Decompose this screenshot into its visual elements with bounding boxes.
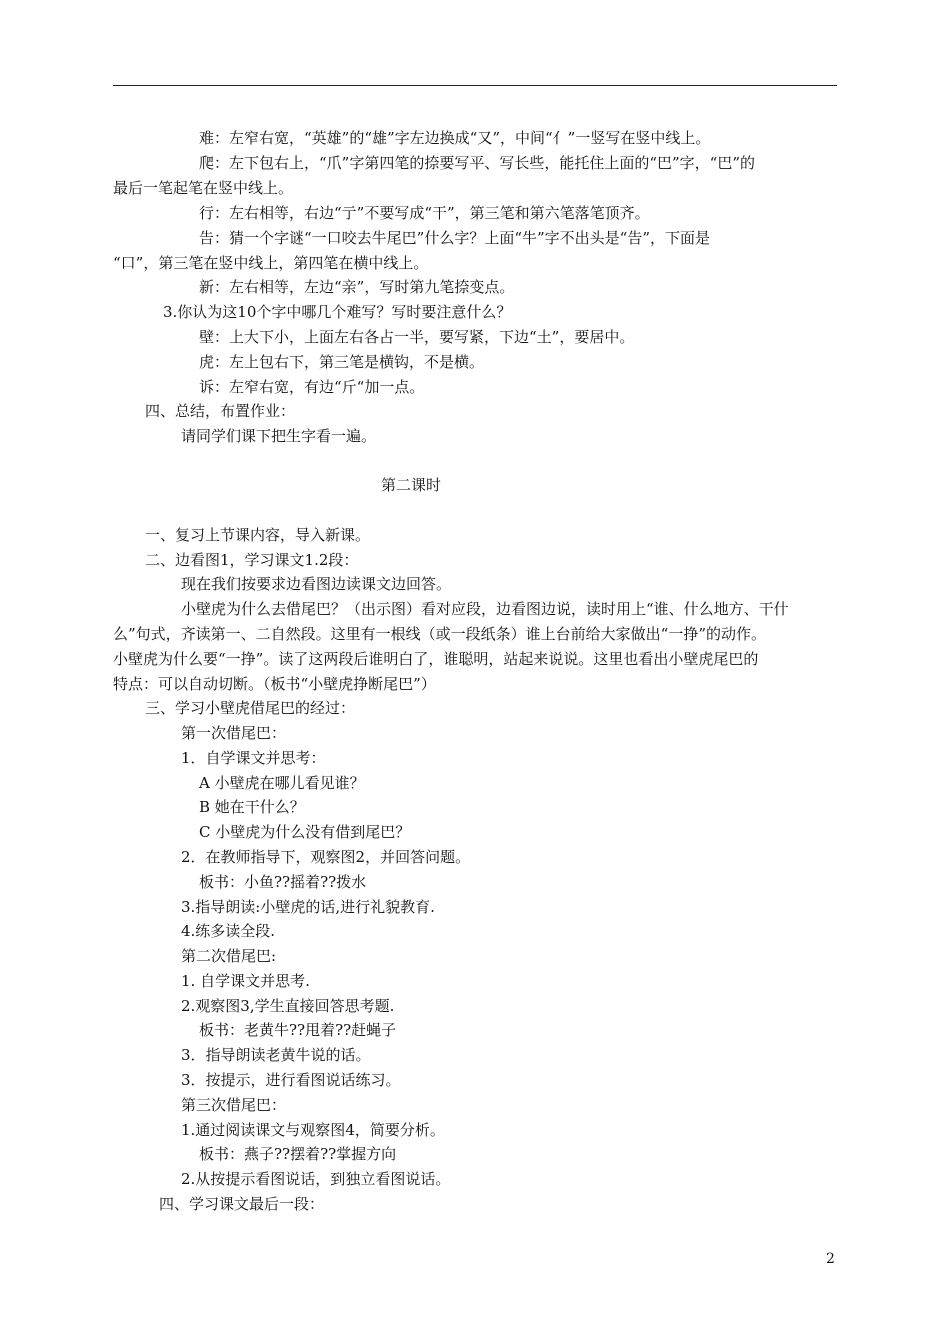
header-rule xyxy=(113,85,837,86)
paragraph-line: 小壁虎为什么要“一挣”。读了这两段后谁明白了，谁聪明，站起来说说。这里也看出小壁虎尾巴的 xyxy=(113,650,759,668)
list-item: 1.通过阅读课文与观察图4，简要分析。 xyxy=(181,1121,445,1139)
paragraph-line: 第一次借尾巴： xyxy=(181,724,287,742)
section-heading: 四、总结，布置作业： xyxy=(145,402,296,420)
list-item: 2.观察图3,学生直接回答思考题. xyxy=(181,997,395,1015)
list-item: C 小壁虎为什么没有借到尾巴？ xyxy=(199,823,411,841)
paragraph-line: 爬：左下包右上，“爪”字第四笔的捺要写平、写长些，能托住上面的“巴”字，“巴”的 xyxy=(199,154,756,172)
list-item: 3.你认为这10个字中哪几个难写？写时要注意什么？ xyxy=(163,303,512,321)
paragraph-line: 诉：左窄右宽，有边“斤“加一点。 xyxy=(199,378,425,396)
paragraph-line: 虎：左上包右下，第三笔是横钩，不是横。 xyxy=(199,353,485,371)
list-item: A 小壁虎在哪儿看见谁？ xyxy=(199,774,365,792)
paragraph-line: 请同学们课下把生字看一遍。 xyxy=(181,427,377,445)
page-number: 2 xyxy=(826,1251,835,1267)
paragraph-line: 第二次借尾巴: xyxy=(181,947,277,965)
section-heading: 一、复习上节课内容，导入新课。 xyxy=(145,526,371,544)
paragraph-line: 小壁虎为什么去借尾巴？（出示图）看对应段，边看图边说，读时用上“谁、什么地方、干什 xyxy=(181,600,789,618)
paragraph-line: 新：左右相等，左边“亲”，写时第九笔捺变点。 xyxy=(199,278,515,296)
paragraph-line: “口”，第三笔在竖中线上，第四笔在横中线上。 xyxy=(113,254,429,272)
list-item: 2.从按提示看图说话，到独立看图说话。 xyxy=(181,1170,451,1188)
list-item: 1．自学课文并思考： xyxy=(181,749,326,767)
paragraph-line: 么”句式，齐读第一、二自然段。这里有一根线（或一段纸条）谁上台前给大家做出“一挣”的动作。 xyxy=(113,625,767,643)
list-item: 1. 自学课文并思考. xyxy=(181,972,310,990)
paragraph-line: 行：左右相等，右边“亍”不要写成“干”，第三笔和第六笔落笔顶齐。 xyxy=(199,204,650,222)
section-heading: 二、边看图1，学习课文1.2段： xyxy=(145,551,359,569)
paragraph-line: 壁：上大下小，上面左右各占一半，要写紧，下边“土”，要居中。 xyxy=(199,328,635,346)
paragraph-line: 特点：可以自动切断。（板书“小壁虎挣断尾巴”） xyxy=(113,675,436,693)
paragraph-line: 最后一笔起笔在竖中线上。 xyxy=(113,179,294,197)
paragraph-line: 板书：小鱼??摇着??拨水 xyxy=(199,873,367,891)
paragraph-line: 板书：老黄牛??甩着??赶蝇子 xyxy=(199,1021,397,1039)
paragraph-line: 难：左窄右宽，“英雄”的“雄”字左边换成“又”，中间“亻”一竖写在竖中线上。 xyxy=(199,129,711,147)
list-item: 2．在教师指导下，观察图2，并回答问题。 xyxy=(181,848,471,866)
list-item: 3．按提示，进行看图说话练习。 xyxy=(181,1071,401,1089)
list-item: 3．指导朗读老黄牛说的话。 xyxy=(181,1046,371,1064)
list-item: 3.指导朗读:小壁虎的话,进行礼貌教育. xyxy=(181,898,435,916)
paragraph-line: 现在我们按要求边看图边读课文边回答。 xyxy=(181,575,452,593)
paragraph-line: 板书：燕子??摆着??掌握方向 xyxy=(199,1145,397,1163)
paragraph-line: 第三次借尾巴： xyxy=(181,1096,287,1114)
list-item: B 她在干什么？ xyxy=(199,798,305,816)
paragraph-line: 告：猜一个字谜“一口咬去牛尾巴”什么字？上面“牛”字不出头是“告”，下面是 xyxy=(199,229,711,247)
lesson-title: 第二课时 xyxy=(381,476,442,494)
section-heading: 三、学习小壁虎借尾巴的经过： xyxy=(145,699,356,717)
list-item: 4.练多读全段. xyxy=(181,922,276,940)
section-heading: 四、学习课文最后一段： xyxy=(159,1195,325,1213)
